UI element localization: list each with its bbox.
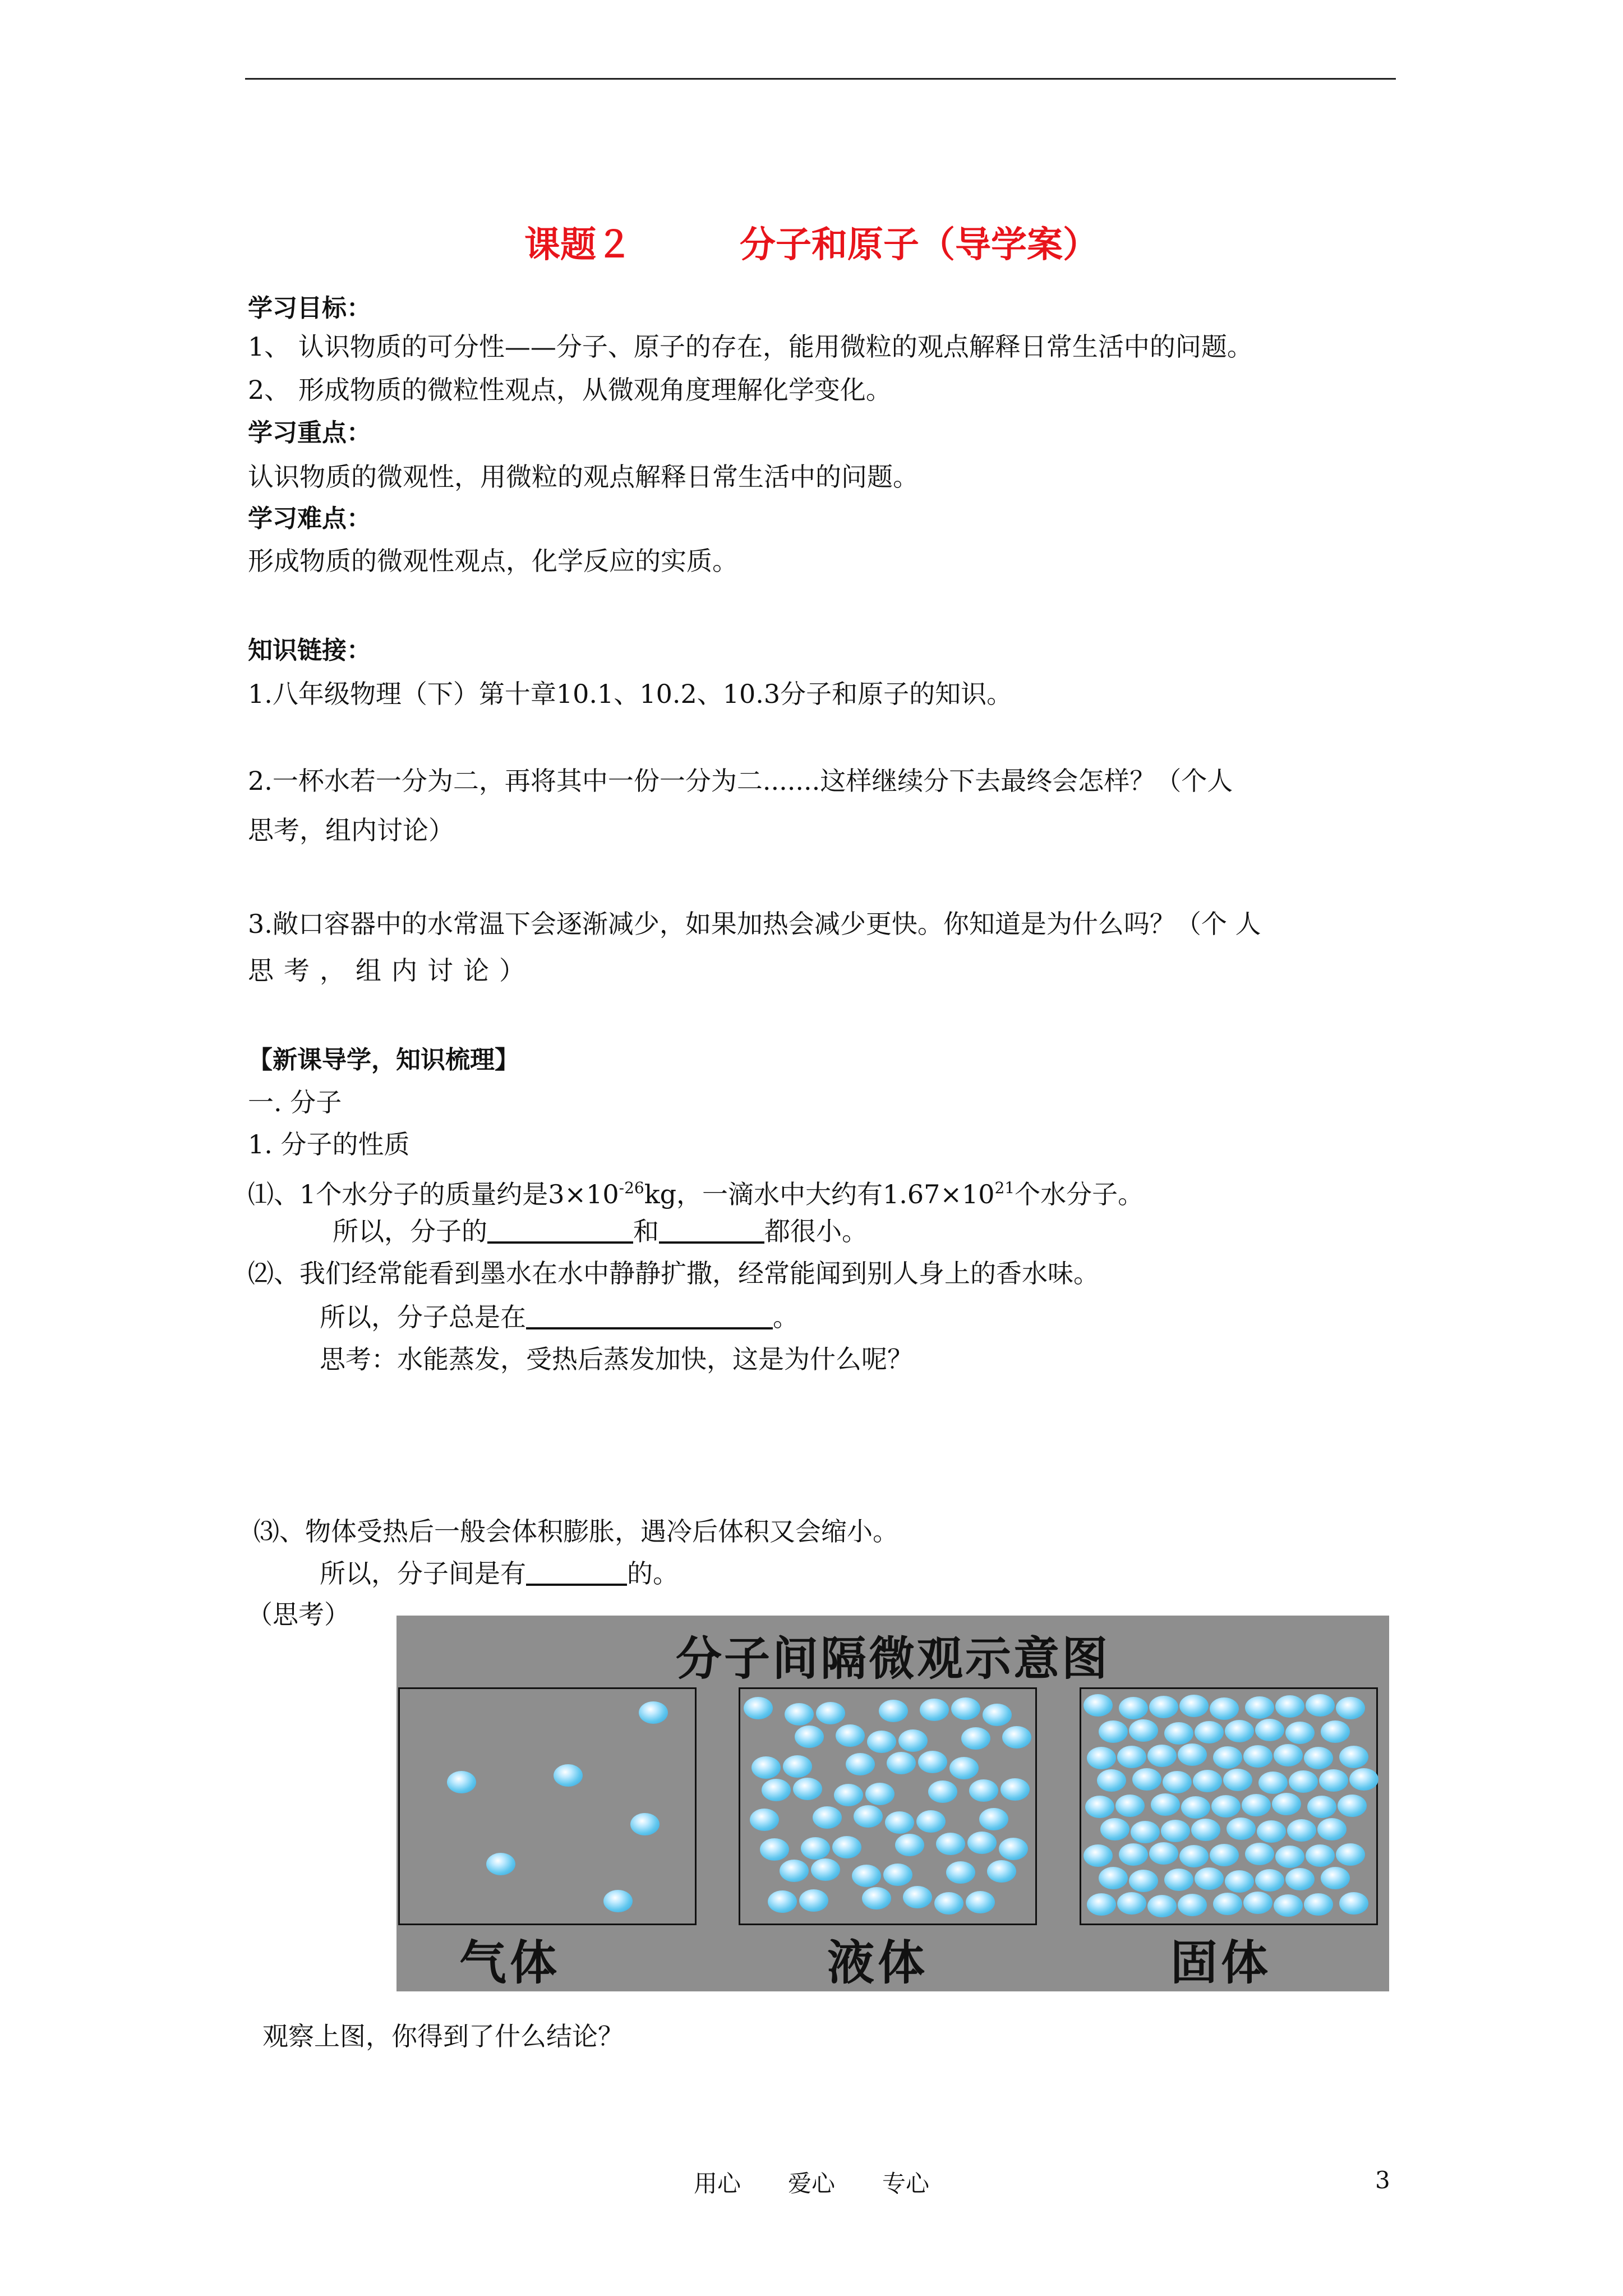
molecule-sphere <box>780 1860 809 1882</box>
molecule-sphere <box>816 1702 845 1724</box>
gas-box <box>398 1687 697 1925</box>
molecule-sphere <box>1179 1695 1209 1717</box>
molecule-sphere <box>1131 1821 1160 1843</box>
goals-heading: 学习目标： <box>248 294 371 323</box>
molecule-sphere <box>966 1891 995 1913</box>
molecule-sphere <box>801 1837 830 1860</box>
molecule-sphere <box>1287 1819 1316 1842</box>
molecule-sphere <box>1321 1720 1350 1743</box>
solid-box <box>1080 1687 1378 1925</box>
molecule-sphere <box>1242 1794 1271 1816</box>
property-1-exponent-1: -26 <box>619 1179 644 1197</box>
molecule-sphere <box>768 1890 797 1913</box>
molecule-sphere <box>885 1811 914 1834</box>
property-1-text-a: ⑴、1个水分子的质量约是3×10 <box>248 1179 619 1209</box>
molecule-sphere <box>1257 1820 1286 1843</box>
molecule-sphere <box>1213 1746 1242 1769</box>
molecule-sphere <box>1149 1696 1178 1718</box>
molecule-sphere <box>936 1833 965 1855</box>
molecule-sphere <box>1147 1895 1177 1917</box>
molecule-sphere <box>1178 1743 1207 1766</box>
molecule-sphere <box>1243 1745 1272 1768</box>
key-points-text: 认识物质的微观性，用微粒的观点解释日常生活中的问题。 <box>248 462 919 492</box>
molecule-sphere <box>903 1886 932 1908</box>
molecule-sphere <box>785 1703 814 1726</box>
molecule-sphere <box>1304 1893 1333 1916</box>
molecule-sphere <box>1178 1894 1207 1916</box>
molecule-sphere <box>744 1697 773 1719</box>
molecule-sphere <box>1083 1844 1113 1867</box>
think-label: （思考） <box>247 1599 350 1630</box>
page-title: 课题２ 分子和原子（导学案） <box>524 224 1099 266</box>
molecule-sphere <box>865 1783 895 1805</box>
molecule-sphere <box>1349 1768 1378 1791</box>
molecule-sphere <box>846 1753 875 1775</box>
molecule-sphere <box>1117 1746 1146 1768</box>
knowledge-link-1: 1.八年级物理（下）第十章10.1、10.2、10.3分子和原子的知识。 <box>248 679 1013 709</box>
section-molecules: 一. 分子 <box>248 1087 342 1117</box>
molecule-sphere <box>1195 1721 1224 1743</box>
molecule-sphere <box>793 1778 822 1800</box>
molecule-sphere <box>1336 1843 1365 1866</box>
molecule-sphere <box>1147 1745 1177 1767</box>
molecule-sphere <box>1285 1722 1315 1744</box>
molecule-sphere <box>1339 1746 1368 1768</box>
property-1-conclusion-b: 和 <box>633 1216 659 1246</box>
molecule-sphere <box>1274 1894 1303 1917</box>
molecule-sphere <box>1339 1892 1368 1915</box>
molecule-sphere <box>928 1780 957 1803</box>
molecule-sphere <box>1223 1769 1252 1791</box>
molecule-sphere <box>852 1865 881 1887</box>
property-2-conclusion <box>320 1300 799 1334</box>
molecule-sphere <box>630 1813 660 1835</box>
goal-2: 2、 形成物质的微粒性观点，从微观角度理解化学变化。 <box>248 375 892 405</box>
molecule-sphere <box>854 1805 883 1828</box>
molecule-sphere <box>967 1832 997 1854</box>
molecule-sphere <box>1087 1747 1116 1769</box>
molecule-sphere <box>1161 1820 1190 1842</box>
molecule-sphere <box>1255 1869 1284 1892</box>
molecule-sphere <box>1255 1719 1284 1741</box>
molecule-sphere <box>1097 1769 1126 1792</box>
molecule-sphere <box>1243 1892 1272 1914</box>
subsection-molecule-properties: 1. 分子的性质 <box>248 1129 410 1159</box>
property-3-conclusion-a: 所以，分子间是有 <box>320 1558 526 1589</box>
molecule-sphere <box>1338 1795 1367 1817</box>
molecule-sphere <box>1211 1795 1241 1818</box>
difficulty-heading: 学习难点： <box>248 504 371 533</box>
page-number: 3 <box>1375 2166 1390 2194</box>
molecule-sphere <box>1321 1867 1350 1889</box>
molecule-sphere <box>447 1771 476 1793</box>
molecule-sphere <box>983 1704 1012 1726</box>
molecule-sphere <box>1193 1770 1222 1792</box>
molecule-sphere <box>1100 1818 1129 1841</box>
molecule-sphere <box>1245 1843 1274 1865</box>
molecule-sphere <box>1099 1867 1128 1889</box>
molecule-sphere <box>1179 1845 1209 1867</box>
fill-blank-1[interactable] <box>487 1217 633 1244</box>
molecule-sphere <box>1272 1793 1301 1815</box>
molecule-sphere <box>979 1808 1008 1830</box>
molecule-sphere <box>762 1779 791 1801</box>
liquid-label: 液体 <box>827 1935 929 1990</box>
molecule-sphere <box>1275 1695 1304 1718</box>
molecule-sphere <box>920 1699 949 1721</box>
molecule-sphere <box>554 1764 583 1787</box>
property-1-conclusion-c: 都很小。 <box>764 1216 868 1246</box>
molecule-sphere <box>1083 1694 1113 1717</box>
molecule-sphere <box>751 1756 781 1779</box>
property-2-think: 思考：水能蒸发，受热后蒸发加快，这是为什么呢？ <box>320 1344 913 1374</box>
molecule-sphere <box>1285 1868 1315 1890</box>
property-1-conclusion <box>333 1214 868 1248</box>
knowledge-link-3-line-1: 3.敞口容器中的水常温下会逐渐减少，如果加热会减少更快。你知道是为什么吗？（个 人 <box>248 909 1261 939</box>
molecule-sphere <box>916 1810 946 1833</box>
molecule-sphere <box>1307 1796 1336 1818</box>
molecule-sphere <box>1087 1893 1116 1916</box>
molecule-sphere <box>834 1784 863 1806</box>
property-1-statement <box>248 1171 1144 1211</box>
molecule-sphere <box>1099 1720 1128 1743</box>
molecule-sphere <box>760 1838 789 1861</box>
property-1-conclusion-a: 所以，分子的 <box>333 1216 487 1246</box>
knowledge-link-2-line-1: 2.一杯水若一分为二，再将其中一份一分为二.......这样继续分下去最终会怎样？（个人 <box>248 766 1233 796</box>
molecule-sphere <box>1210 1697 1239 1720</box>
molecule-sphere <box>1245 1696 1274 1719</box>
molecule-sphere <box>1129 1719 1158 1742</box>
key-points-heading: 学习重点： <box>248 418 371 447</box>
property-3-conclusion-b: 的。 <box>627 1558 679 1589</box>
property-2-conclusion-a: 所以，分子总是在 <box>320 1302 526 1332</box>
molecule-sphere <box>898 1729 928 1752</box>
molecule-sphere <box>961 1727 990 1750</box>
molecule-sphere <box>946 1861 975 1884</box>
molecule-sphere <box>879 1700 908 1722</box>
observe-question: 观察上图，你得到了什么结论？ <box>262 2021 624 2051</box>
molecule-sphere <box>1164 1869 1193 1891</box>
molecule-sphere <box>1195 1867 1224 1890</box>
molecule-sphere <box>1304 1747 1333 1769</box>
molecule-sphere <box>1132 1768 1161 1791</box>
property-2-statement: ⑵、我们经常能看到墨水在水中静静扩撒，经常能闻到别人身上的香水味。 <box>248 1258 1099 1289</box>
fill-blank-2[interactable] <box>659 1217 764 1244</box>
molecule-sphere <box>887 1752 916 1774</box>
fill-blank-4[interactable] <box>526 1559 627 1586</box>
solid-label: 固体 <box>1170 1935 1272 1990</box>
property-2-conclusion-b: 。 <box>773 1302 799 1332</box>
molecule-sphere <box>1115 1795 1145 1817</box>
property-1-text-c: 个水分子。 <box>1015 1179 1144 1209</box>
figure-title: 分子间隔微观示意图 <box>675 1632 1110 1686</box>
footer-motto: 用心 爱心 专心 <box>693 2170 929 2197</box>
molecule-sphere <box>1129 1870 1158 1892</box>
molecule-spacing-figure <box>396 1616 1389 1991</box>
molecule-sphere <box>867 1731 896 1753</box>
property-3-statement: ⑶、物体受热后一般会体积膨胀，遇冷后体积又会缩小。 <box>253 1516 898 1547</box>
molecule-sphere <box>486 1853 515 1875</box>
knowledge-link-3-line-2: 思考，组内讨论） <box>248 955 535 986</box>
fill-blank-3[interactable] <box>526 1303 773 1329</box>
molecule-sphere <box>1164 1722 1193 1745</box>
molecule-sphere <box>918 1751 947 1773</box>
molecule-sphere <box>799 1889 828 1912</box>
molecule-sphere <box>811 1858 840 1881</box>
molecule-sphere <box>934 1892 963 1915</box>
gas-label: 气体 <box>459 1935 561 1990</box>
molecule-sphere <box>999 1838 1028 1860</box>
molecule-sphere <box>987 1860 1016 1883</box>
property-1-exponent-2: 21 <box>994 1179 1015 1197</box>
header-rule <box>245 78 1396 80</box>
molecule-sphere <box>1306 1694 1335 1717</box>
molecule-sphere <box>862 1887 891 1910</box>
molecule-sphere <box>795 1726 824 1748</box>
molecule-sphere <box>1336 1697 1365 1719</box>
molecule-sphere <box>1002 1726 1031 1749</box>
molecule-sphere <box>883 1864 912 1886</box>
molecule-sphere <box>1119 1843 1148 1866</box>
property-1-text-b: kg，一滴水中大约有1.67×10 <box>644 1179 995 1209</box>
molecule-sphere <box>949 1757 979 1779</box>
molecule-sphere <box>1213 1893 1242 1915</box>
molecule-sphere <box>1289 1770 1318 1793</box>
knowledge-links-heading: 知识链接： <box>248 636 371 665</box>
molecule-sphere <box>1191 1819 1220 1841</box>
new-lesson-heading: 【新课导学，知识梳理】 <box>248 1046 519 1074</box>
molecule-sphere <box>836 1724 865 1747</box>
liquid-box <box>739 1687 1037 1925</box>
molecule-sphere <box>1085 1796 1114 1818</box>
molecule-sphere <box>813 1806 842 1829</box>
molecule-sphere <box>603 1890 633 1912</box>
molecule-sphere <box>1319 1769 1348 1792</box>
molecule-sphere <box>951 1697 980 1720</box>
molecule-sphere <box>1181 1796 1210 1819</box>
molecule-sphere <box>1227 1818 1256 1840</box>
molecule-sphere <box>1149 1842 1178 1865</box>
molecule-sphere <box>1275 1846 1304 1868</box>
property-3-conclusion <box>320 1557 679 1590</box>
molecule-sphere <box>1000 1778 1030 1801</box>
molecule-sphere <box>969 1779 998 1802</box>
molecule-sphere <box>832 1836 861 1858</box>
knowledge-link-2-line-2: 思考，组内讨论） <box>248 815 454 845</box>
molecule-sphere <box>639 1701 668 1724</box>
difficulty-text: 形成物质的微观性观点，化学反应的实质。 <box>248 546 738 576</box>
molecule-sphere <box>1225 1870 1254 1893</box>
molecule-sphere <box>895 1834 924 1856</box>
molecule-sphere <box>1225 1720 1254 1742</box>
molecule-sphere <box>1163 1771 1192 1793</box>
molecule-sphere <box>1274 1744 1303 1766</box>
molecule-sphere <box>750 1809 779 1831</box>
molecule-sphere <box>783 1755 812 1778</box>
molecule-sphere <box>1258 1772 1288 1794</box>
molecule-sphere <box>1317 1818 1347 1841</box>
goal-1: 1、 认识物质的可分性——分子、原子的存在，能用微粒的观点解释日常生活中的问题。 <box>248 332 1253 362</box>
molecule-sphere <box>1210 1844 1239 1866</box>
molecule-sphere <box>1119 1697 1148 1719</box>
molecule-sphere <box>1306 1844 1335 1867</box>
molecule-sphere <box>1117 1892 1146 1915</box>
molecule-sphere <box>1151 1793 1180 1816</box>
